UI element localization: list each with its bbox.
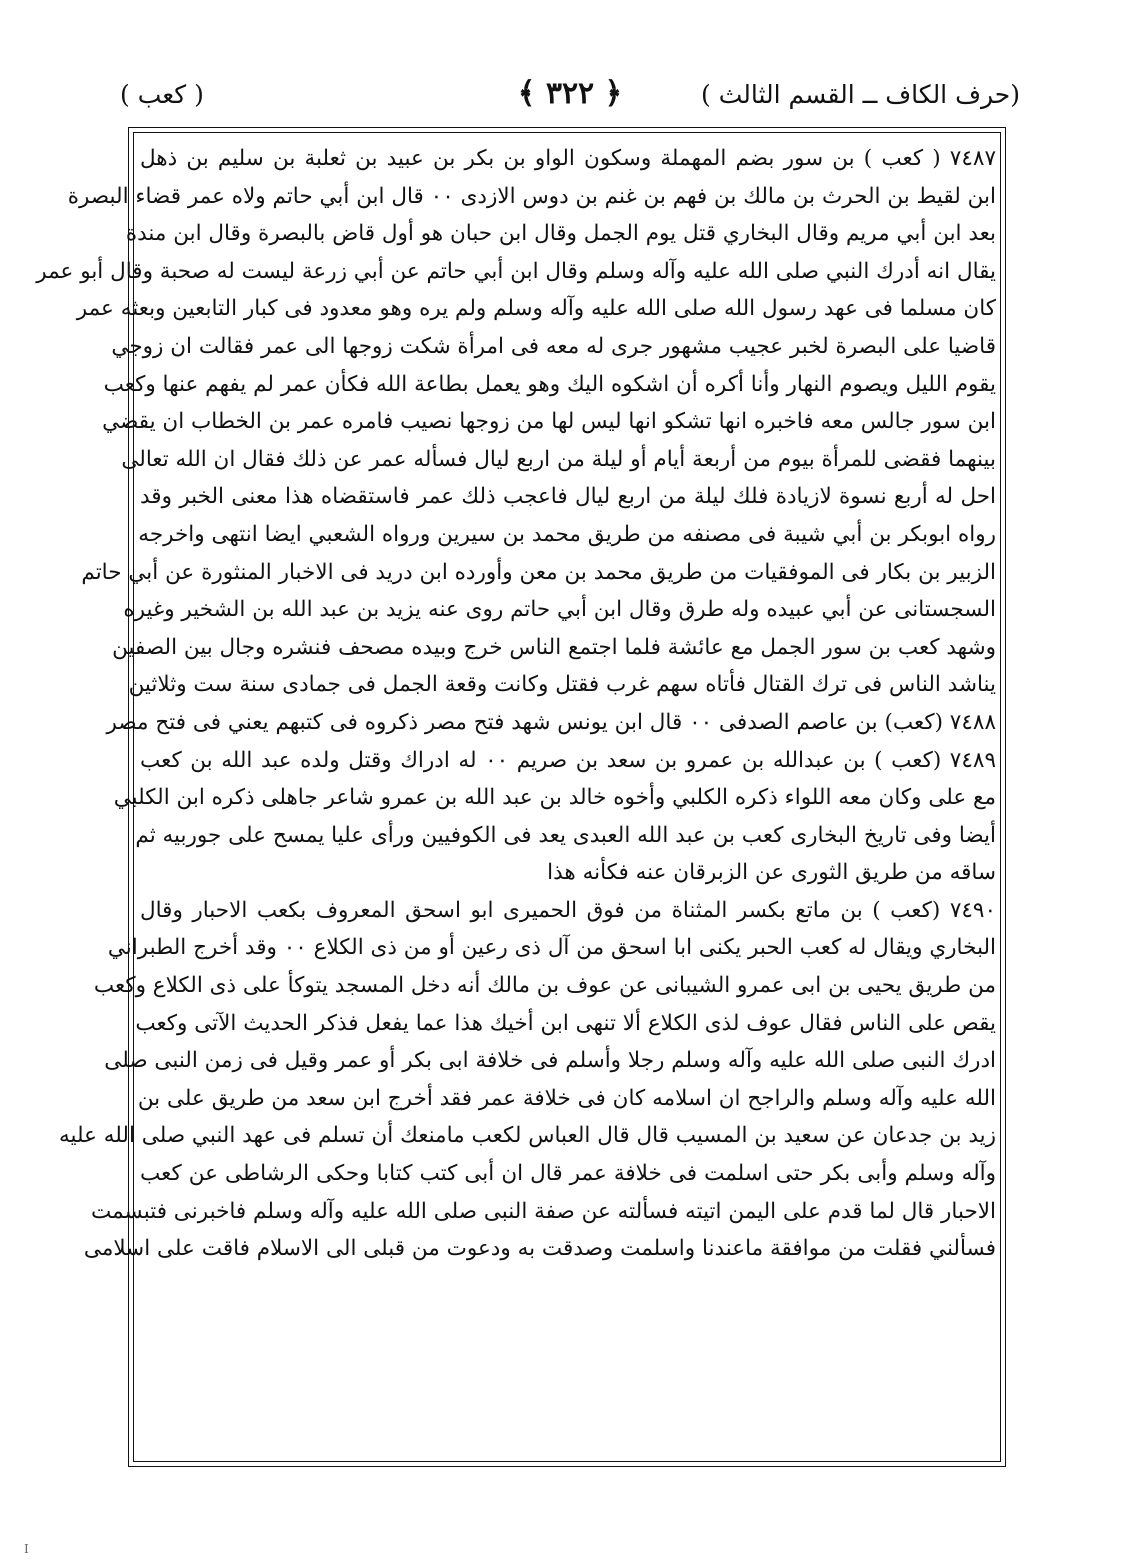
text-line: قاضيا على البصرة لخبر عجيب مشهور جرى له معه فى امرأة شكت زوجها الى عمر فقالت ان زوجي: [111, 333, 996, 359]
text-line: من طريق يحيى بن ابى عمرو الشيبانى عن عوف بن مالك أنه دخل المسجد يتوكأ على ذى الكلاع وكعب: [93, 973, 996, 999]
text-line: أيضا وفى تاريخ البخارى كعب بن عبد الله العبدى يعد فى الكوفيين ورأى عليا يمسح على جوربيه ثم: [135, 822, 996, 848]
text-line: ٧٤٨٧ ( كعب ) بن سور بضم المهملة وسكون الواو بن بكر بن عبيد بن ثعلبة بن سليم بن ذهل: [140, 146, 996, 171]
text-line: بعد ابن أبي مريم وقال البخاري قتل يوم الجمل وقال ابن حبان هو أول قاض بالبصرة وقال ابن مندة: [125, 221, 996, 247]
text-line: وشهد كعب بن سور الجمل مع عائشة فلما اجتمع الناس خرج وبيده مصحف فنشره وجال بين الصفين: [112, 634, 996, 660]
text-line: مع على وكان معه اللواء ذكره الكلبي وأخوه خالد بن عبد الله بن عمرو شاعر جاهلى ذكره ابن الكلبي: [113, 785, 996, 811]
text-line: ابن لقيط بن الحرث بن مالك بن فهم بن غنم بن دوس الازدى ٠٠ قال ابن أبي حاتم ولاه عمر قضاء البصرة: [67, 183, 996, 209]
text-line: يقوم الليل ويصوم النهار وأنا أكره أن اشكوه اليك وهو يعمل بطاعة الله فكأن عمر لم يفهم عنها وكعب: [103, 371, 996, 397]
text-line: البخاري ويقال له كعب الحبر يكنى ابا اسحق من آل ذى رعين أو من ذى الكلاع ٠٠ وقد أخرج الطبراني: [107, 935, 996, 961]
text-line: الله عليه وآله وسلم والراجح ان اسلامه كان فى خلافة عمر فقد أخرج ابن سعد من طريق على بن: [137, 1085, 996, 1111]
text-line: ٧٤٨٩ (كعب ) بن عبدالله بن عمرو بن سعد بن صريم ٠٠ له ادراك وقتل ولده عبد الله بن كعب: [140, 747, 996, 773]
footer-mark: I: [24, 1542, 29, 1556]
text-line: احل له أربع نسوة لازيادة فلك ليلة من اربع ليال فاعجب ذلك عمر فاستقضاه هذا معنى الخبر وقد: [140, 484, 996, 510]
text-line: رواه ابوبكر بن أبي شيبة فى مصنفه من طريق محمد بن سيرين ورواه الشعبي ايضا انتهى واخرجه: [138, 521, 996, 547]
text-line: وآله وسلم وأبى بكر حتى اسلمت فى خلافة عمر قال ان أبى كتب كتابا وحكى الرشاطى عن كعب: [140, 1161, 996, 1187]
text-line: الاحبار قال لما قدم على اليمن اتيته فسألته عن صفة النبى صلى الله عليه وآله وسلم فاخبرنى فتبسمت: [91, 1198, 996, 1224]
text-line: يقال انه أدرك النبي صلى الله عليه وآله وسلم وقال ابن أبي حاتم عن أبي زرعة ليست له صحبة وقال أبو عمر: [36, 258, 996, 284]
text-line: يناشد الناس فى ترك القتال فأتاه سهم غرب فقتل وكانت وقعة الجمل فى جمادى سنة ست وثلاثين: [128, 672, 996, 698]
text-line: السجستانى عن أبي عبيده وله طرق وقال ابن أبي حاتم روى عنه يزيد بن عبد الله بن الشخير وغيره: [123, 597, 996, 623]
text-line: ٧٤٩٠ (كعب ) بن ماتع بكسر المثناة من فوق الحميرى ابو اسحق المعروف بكعب الاحبار وقال: [140, 897, 997, 923]
text-line: كان مسلما فى عهد رسول الله صلى الله عليه وآله وسلم ولم يره وهو معدود فى كبار التابعين وبعثه عمر: [76, 296, 996, 322]
text-line: بينهما فقضى للمرأة بيوم من أربعة أيام أو ليلة من اربع ليال فسأله عمر عن ذلك فقال ان الله تعالى: [121, 446, 996, 472]
header-page-number: ﴿ ٣٢٢ ﴾: [517, 76, 623, 111]
header-section-title: (حرف الكاف ــ القسم الثالث ): [701, 80, 1020, 109]
text-line: فسألني فقلت من موافقة ماعندنا واسلمت وصدقت به ودعوت من قبلى الى الاسلام فاقت على اسلامى: [83, 1236, 996, 1262]
text-line: ساقه من طريق الثورى عن الزبرقان عنه فكأنه هذا: [547, 860, 996, 886]
text-line: الزبير بن بكار فى الموفقيات من طريق محمد بن معن وأورده ابن دريد فى الاخبار المنثورة عن أبي حاتم: [81, 559, 996, 585]
body-text: [36, 140, 997, 1460]
page-header: [120, 74, 1020, 126]
text-line: يقص على الناس فقال عوف لذى الكلاع ألا تنهى ابن أخيك هذا عما يفعل فذكر الحديث الآتى وكعب: [135, 1010, 996, 1036]
text-line: ابن سور جالس معه فاخبره انها تشكو انها ليس لها من زوجها نصيب فامره عمر بن الخطاب ان يقضي: [102, 409, 996, 435]
header-entry-word: ( كعب ): [120, 80, 204, 109]
text-line: ادرك النبى صلى الله عليه وآله وسلم رجلا وأسلم فى خلافة ابى بكر أو عمر وقيل فى زمن النبى صلى: [104, 1048, 996, 1074]
text-line: ٧٤٨٨ (كعب) بن عاصم الصدفى ٠٠ قال ابن يونس شهد فتح مصر ذكروه فى كتبهم يعني فى فتح مصر: [106, 709, 996, 735]
text-line: زيد بن جدعان عن سعيد بن المسيب قال قال العباس لكعب مامنعك أن تسلم فى عهد النبي صلى الله عليه: [58, 1123, 996, 1149]
